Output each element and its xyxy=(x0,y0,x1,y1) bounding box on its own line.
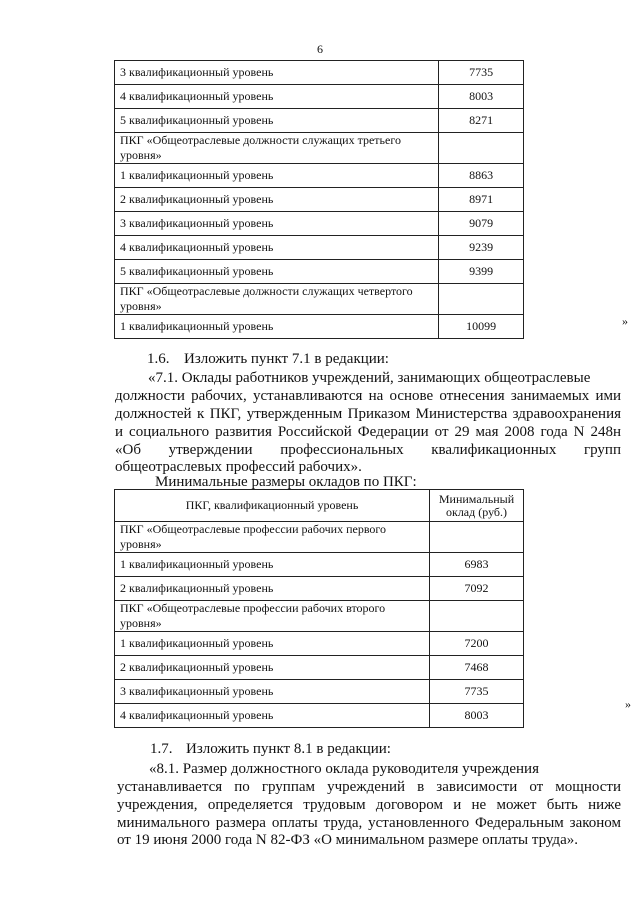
row-value xyxy=(430,601,524,632)
row-value xyxy=(439,133,524,164)
section-1-6-line-2: должности рабочих, устанавливаются на основе отнесения занимаемых ими xyxy=(115,388,621,404)
table-row xyxy=(115,680,524,704)
table-row xyxy=(115,656,524,680)
section-1-6-line-3: должностей к ПКГ, утвержденным Приказом Министерства здравоохранения xyxy=(115,406,621,422)
table-row xyxy=(115,577,524,601)
row-value: 8863 xyxy=(439,164,524,188)
table-row xyxy=(115,601,524,632)
section-1-7-line-3: учреждения, определяется трудовым договором и не может быть ниже xyxy=(117,797,621,813)
table-row xyxy=(115,632,524,656)
salary-table-top xyxy=(114,60,524,339)
section-1-7-heading: Изложить пункт 8.1 в редакции: xyxy=(186,741,391,757)
row-value xyxy=(430,522,524,553)
table-bottom-closing-quote: » xyxy=(625,697,631,711)
row-label: ПКГ «Общеотраслевые профессии рабочих первого уровня» xyxy=(115,522,430,553)
table-row xyxy=(115,704,524,728)
header-min-salary-line-2: оклад (руб.) xyxy=(445,504,508,519)
table-row xyxy=(115,85,524,109)
table-row xyxy=(115,522,524,553)
section-1-6-heading: Изложить пункт 7.1 в редакции: xyxy=(184,351,389,367)
section-1-7-line-5: от 19 июня 2000 года N 82-ФЗ «О минимальном размере оплаты труда». xyxy=(117,832,578,848)
header-qualification: ПКГ, квалификационный уровень xyxy=(115,490,430,522)
table-row xyxy=(115,61,524,85)
table-row xyxy=(115,133,524,164)
section-1-6-number: 1.6. xyxy=(147,351,170,367)
row-label: ПКГ «Общеотраслевые профессии рабочих второго уровня» xyxy=(115,601,430,632)
row-value: 8971 xyxy=(439,188,524,212)
row-label: 4 квалификационный уровень xyxy=(115,704,430,728)
row-value: 8003 xyxy=(439,85,524,109)
section-1-7-line-4: минимального размера оплаты труда, установленного Федеральным законом xyxy=(117,815,621,831)
row-label: 1 квалификационный уровень xyxy=(115,164,439,188)
row-label: 3 квалификационный уровень xyxy=(115,680,430,704)
table-top-closing-quote: » xyxy=(622,314,628,328)
row-value: 9079 xyxy=(439,212,524,236)
row-value: 9399 xyxy=(439,260,524,284)
row-value: 7468 xyxy=(430,656,524,680)
row-label: 2 квалификационный уровень xyxy=(115,656,430,680)
row-label: 4 квалификационный уровень xyxy=(115,236,439,260)
table-row xyxy=(115,188,524,212)
row-label: ПКГ «Общеотраслевые должности служащих четвертого уровня» xyxy=(115,284,439,315)
row-label: 5 квалификационный уровень xyxy=(115,260,439,284)
section-1-7-line-1: «8.1. Размер должностного оклада руководителя учреждения xyxy=(149,761,539,777)
row-value: 10099 xyxy=(439,315,524,339)
salary-table-bottom xyxy=(114,489,524,728)
section-1-6-line-5: «Об утверждении профессиональных квалификационных групп xyxy=(115,442,621,458)
header-min-salary xyxy=(430,490,524,522)
row-label: 2 квалификационный уровень xyxy=(115,577,430,601)
row-value xyxy=(439,284,524,315)
row-value: 7092 xyxy=(430,577,524,601)
row-label: 1 квалификационный уровень xyxy=(115,632,430,656)
row-label: 1 квалификационный уровень xyxy=(115,553,430,577)
section-1-6-line-6: общеотраслевых профессий рабочих». xyxy=(115,459,362,475)
row-value: 8271 xyxy=(439,109,524,133)
section-1-7-line-2: устанавливается по группам учреждений в зависимости от мощности xyxy=(117,779,621,795)
row-value: 8003 xyxy=(430,704,524,728)
table-header-row xyxy=(115,490,524,522)
table-row xyxy=(115,236,524,260)
section-1-6-line-4: и социального развития Российской Федерации от 29 мая 2008 года N 248н xyxy=(115,424,621,440)
row-label: 5 квалификационный уровень xyxy=(115,109,439,133)
table-row xyxy=(115,553,524,577)
row-value: 7735 xyxy=(430,680,524,704)
row-value: 7200 xyxy=(430,632,524,656)
row-label: 3 квалификационный уровень xyxy=(115,61,439,85)
section-1-6-line-1: «7.1. Оклады работников учреждений, занимающих общеотраслевые xyxy=(148,370,591,386)
row-value: 6983 xyxy=(430,553,524,577)
table-row xyxy=(115,260,524,284)
row-label: 2 квалификационный уровень xyxy=(115,188,439,212)
table-row xyxy=(115,109,524,133)
row-label: 4 квалификационный уровень xyxy=(115,85,439,109)
table-row xyxy=(115,164,524,188)
row-label: ПКГ «Общеотраслевые должности служащих третьего уровня» xyxy=(115,133,439,164)
table-row xyxy=(115,315,524,339)
header-min-salary-line-1: Минимальный xyxy=(438,491,515,506)
row-label: 1 квалификационный уровень xyxy=(115,315,439,339)
table-caption: Минимальные размеры окладов по ПКГ: xyxy=(155,474,417,490)
table-row xyxy=(115,212,524,236)
section-1-7-number: 1.7. xyxy=(150,741,173,757)
table-row xyxy=(115,284,524,315)
page-number: 6 xyxy=(317,42,323,56)
row-value: 9239 xyxy=(439,236,524,260)
row-value: 7735 xyxy=(439,61,524,85)
row-label: 3 квалификационный уровень xyxy=(115,212,439,236)
